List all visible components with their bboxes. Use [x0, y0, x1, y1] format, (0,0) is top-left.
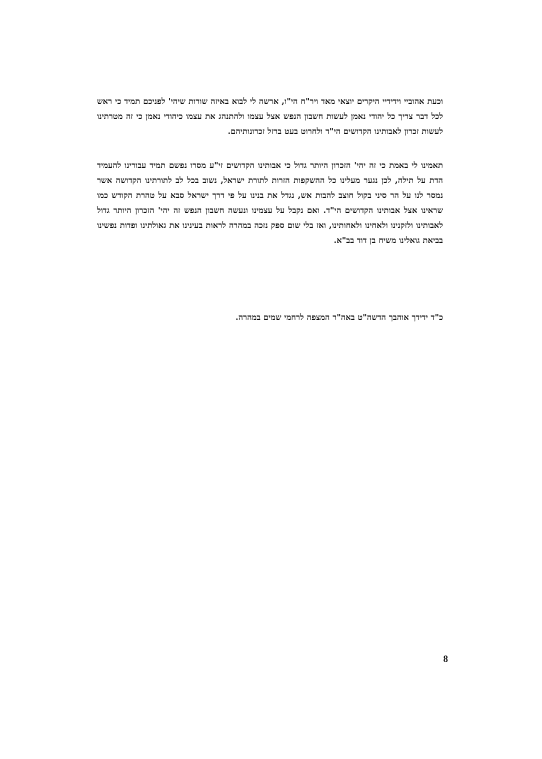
paragraph-intro: וכעת אהוביי וידידיי היקרים יוצאי מאד ויר"ח הי"ו, ארשה לי לבוא באיזה שורות שיהי' לפניכם תמיד כי ראש לכל דבר צריך כל יהודי נאמן לעשות חשבון הנפש אצל עצמו ולהתנהג את עצמו כיהודי נאמן כי זה מטרתינו לעשות זכרון לאבותינו הקדושים הי"ד ולחרוט בעט ברזל זכרונותיהם.	[97, 96, 443, 136]
page-number: 8	[443, 655, 448, 665]
paragraph-main: תאמינו לי באמת כי זה יהי' הזכרון היותר גדול כי אבותינו הקדושים זי"ע מסרו נפשם תמיד עבורינו להעמיד הדת על תילה, לכן נגער מעלינו כל ההשקפות הזרות לתורת ישראל, נשוב בכל לב לתורתינו הקדושה אשר נמסר לנו על הר סיני בקול חוצב להבות אש, נגדל את בנינו על פי דרך ישראל סבא על טהרת הקודש כמו שראינו אצל אבותינו הקדושים הי"ד. ואם נקבל על עצמינו ונעשה חשבון הנפש זה יהי' הזכרון היותר גדול לאבותינו ולזקנינו ולאחינו ולאחותינו, ואז בלי שום ספק נזכה במהרה לראות בעינינו את גאולתינו ופדות נפשינו בביאת גואלינו משיח בן דוד בב"א.	[97, 160, 443, 245]
paragraph-closing: כ"ד ידידך אוהבך הדשה"ט באה"ר המצפה לרחמי שמים במהרה.	[235, 312, 443, 322]
